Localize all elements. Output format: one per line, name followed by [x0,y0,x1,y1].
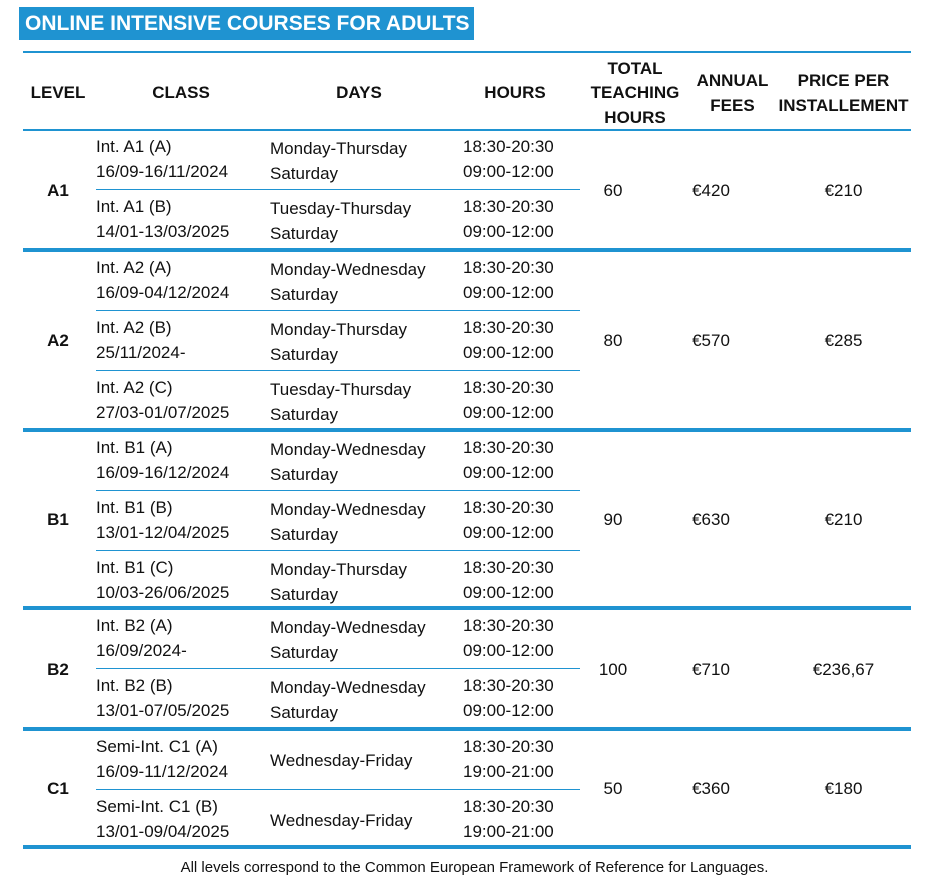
group-separator [23,606,911,610]
class-days: Monday-Wednesday [270,678,426,697]
class-hours-weekend: 09:00-12:00 [463,523,554,542]
class-days: Monday-Thursday [270,139,408,158]
class-hours-weekend: 09:00-12:00 [463,283,554,302]
class-hours-weekend: 09:00-12:00 [463,162,554,181]
header-days: DAYS [336,83,382,102]
total-hours: 100 [598,659,628,679]
class-days-weekend: Saturday [270,643,339,662]
header-total-line3: HOURS [604,108,666,127]
level-label: B2 [47,659,69,679]
class-hours-weekday: 18:30-20:30 [463,318,554,337]
class-days-weekend: Saturday [270,465,339,484]
class-days-weekend: Saturday [270,405,339,424]
header-level: LEVEL [30,83,86,102]
class-days-weekend: Saturday [270,703,339,722]
level-label: C1 [47,779,69,798]
class-dates: 16/09-11/12/2024 [96,762,229,781]
total-hours: 60 [603,180,623,200]
level-label: B1 [47,510,69,529]
class-name: Int. B1 (C) [96,558,174,577]
header-fees-line1: ANNUAL [696,71,769,90]
row-divider [96,789,580,790]
header-top-rule [23,51,911,53]
row-divider [96,189,580,190]
class-hours-weekday: 18:30-20:30 [463,438,554,457]
row-divider [96,668,580,669]
total-hours: 80 [603,331,623,350]
header-fees-line2: FEES [710,96,755,115]
group-separator [23,727,911,731]
class-days-weekend: Saturday [270,345,339,364]
class-days: Monday-Wednesday [270,440,426,459]
row-divider [96,310,580,311]
class-dates: 13/01-07/05/2025 [96,701,230,720]
class-dates: 13/01-09/04/2025 [96,822,230,841]
class-dates: 10/03-26/06/2025 [96,583,230,602]
header-price-line2: INSTALLEMENT [778,96,909,115]
header-price-line1: PRICE PER [797,71,890,90]
row-divider [96,550,580,551]
group-separator [23,845,911,849]
class-hours-weekend: 19:00-21:00 [463,822,554,841]
class-name: Semi-Int. C1 (B) [96,797,218,816]
page-title: ONLINE INTENSIVE COURSES FOR ADULTS [19,7,474,40]
footnote: All levels correspond to the Common European Framework of Reference for Languages. [180,859,769,876]
class-hours-weekday: 18:30-20:30 [463,737,554,756]
group-separator [23,129,911,131]
class-days: Monday-Wednesday [270,500,426,519]
level-label: A1 [47,180,69,200]
class-hours-weekend: 09:00-12:00 [463,343,554,362]
annual-fees: €570 [692,331,730,350]
group-separator [23,428,911,432]
class-dates: 25/11/2024- [96,343,186,362]
class-name: Int. A2 (B) [96,318,172,337]
class-days: Monday-Wednesday [270,260,426,279]
class-hours-weekday: 18:30-20:30 [463,616,554,635]
class-dates: 13/01-12/04/2025 [96,523,230,542]
class-days: Wednesday-Friday [270,811,413,830]
class-hours-weekday: 18:30-20:30 [463,378,554,397]
header-total-line1: TOTAL [607,59,663,78]
price-per-installment: €210 [824,180,863,200]
class-name: Int. A1 (B) [96,197,172,216]
class-dates: 16/09-16/11/2024 [96,162,229,181]
class-dates: 16/09/2024- [96,641,187,660]
class-hours-weekday: 18:30-20:30 [463,676,554,695]
class-name: Int. B2 (B) [96,676,173,695]
class-dates: 16/09-16/12/2024 [96,463,230,482]
class-days-weekend: Saturday [270,164,339,183]
class-days-weekend: Saturday [270,224,339,243]
price-per-installment: €210 [824,510,863,529]
class-days: Monday-Wednesday [270,618,426,637]
class-name: Int. A2 (C) [96,378,173,397]
class-hours-weekday: 18:30-20:30 [463,258,554,277]
class-days: Monday-Thursday [270,320,408,339]
class-days: Tuesday-Thursday [270,380,412,399]
annual-fees: €710 [692,659,730,679]
class-days: Tuesday-Thursday [270,199,412,218]
class-hours-weekend: 09:00-12:00 [463,701,554,720]
class-hours-weekend: 19:00-21:00 [463,762,554,781]
annual-fees: €360 [692,779,730,798]
class-hours-weekday: 18:30-20:30 [463,498,554,517]
annual-fees: €630 [692,510,730,529]
class-dates: 14/01-13/03/2025 [96,222,230,241]
class-days-weekend: Saturday [270,585,339,604]
class-name: Int. A1 (A) [96,137,172,156]
class-dates: 16/09-04/12/2024 [96,283,230,302]
class-hours-weekday: 18:30-20:30 [463,197,554,216]
annual-fees: €420 [692,180,730,200]
class-days: Monday-Thursday [270,560,408,579]
class-days-weekend: Saturday [270,285,339,304]
class-name: Int. B1 (B) [96,498,173,517]
class-hours-weekday: 18:30-20:30 [463,137,554,156]
class-days-weekend: Saturday [270,525,339,544]
class-name: Int. B1 (A) [96,438,173,457]
class-name: Semi-Int. C1 (A) [96,737,218,756]
class-days: Wednesday-Friday [270,751,413,770]
class-hours-weekend: 09:00-12:00 [463,222,554,241]
class-hours-weekday: 18:30-20:30 [463,797,554,816]
class-hours-weekend: 09:00-12:00 [463,403,554,422]
level-label: A2 [47,331,69,350]
header-total-line2: TEACHING [590,83,680,102]
price-per-installment: €180 [824,779,863,798]
header-hours: HOURS [484,83,546,102]
class-hours-weekday: 18:30-20:30 [463,558,554,577]
row-divider [96,370,580,371]
class-hours-weekend: 09:00-12:00 [463,641,554,660]
class-name: Int. B2 (A) [96,616,173,635]
class-hours-weekend: 09:00-12:00 [463,583,554,602]
price-per-installment: €285 [824,331,863,350]
total-hours: 50 [603,779,623,798]
header-class: CLASS [152,83,210,102]
class-name: Int. A2 (A) [96,258,172,277]
class-dates: 27/03-01/07/2025 [96,403,230,422]
class-hours-weekend: 09:00-12:00 [463,463,554,482]
total-hours: 90 [603,510,623,529]
row-divider [96,490,580,491]
group-separator [23,248,911,252]
price-per-installment: €236,67 [812,659,875,679]
